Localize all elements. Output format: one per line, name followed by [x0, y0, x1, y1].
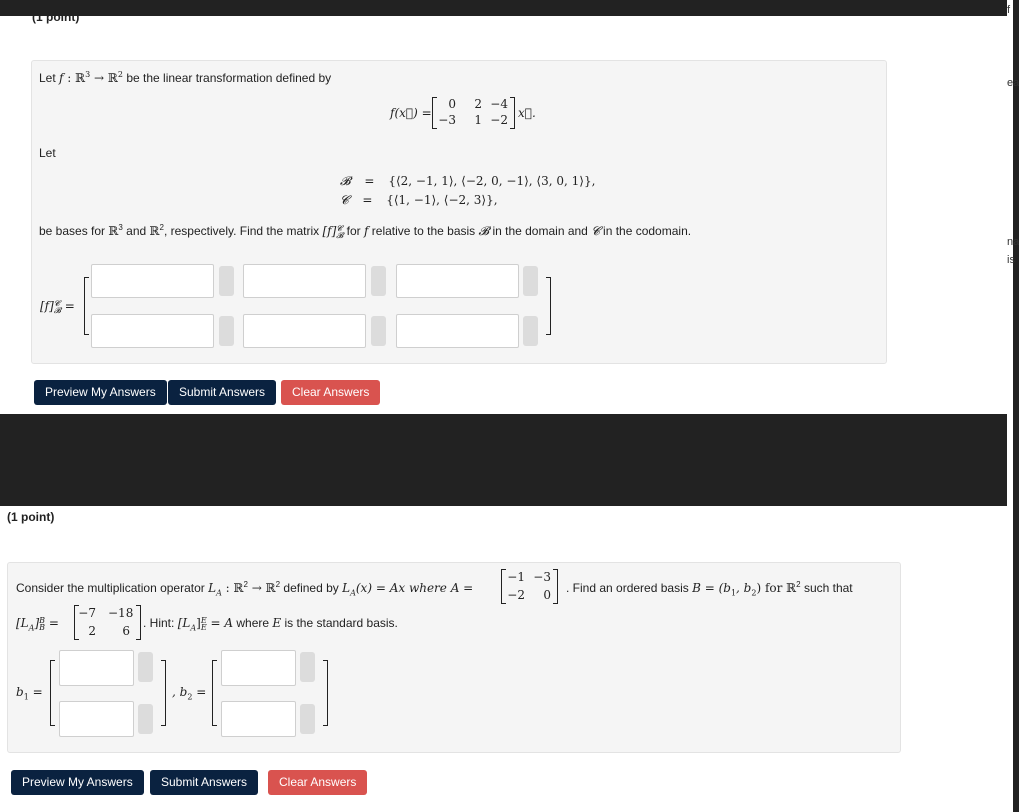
- matrix-B: [74, 605, 144, 641]
- preview-answers-button[interactable]: Preview My Answers: [34, 380, 167, 405]
- answer-feedback-stub: [138, 652, 153, 682]
- answer-entry-r1c1[interactable]: [91, 264, 214, 298]
- problem-2-points-label: (1 point): [7, 510, 55, 524]
- submit-answers-button[interactable]: Submit Answers: [168, 380, 276, 405]
- matrix-A-cell: 0: [543, 588, 551, 602]
- let-word: Let: [39, 71, 56, 85]
- let-label: Let: [39, 146, 56, 160]
- cropped-text-1: f: [1007, 4, 1011, 16]
- intro-text: be the linear transformation defined by: [126, 71, 332, 85]
- b1-right-bracket: [161, 660, 166, 726]
- matrix-A-right-bracket: [553, 569, 558, 604]
- matrix-cell: 1: [474, 113, 482, 127]
- problem-1-points-label: (1 point): [32, 10, 80, 24]
- matrix-cell: −4: [490, 97, 508, 111]
- answer-feedback-stub: [371, 266, 386, 296]
- preview-answers-button-2[interactable]: Preview My Answers: [11, 770, 144, 795]
- basis-C-value: {⟨1, −1⟩, ⟨−2, 3⟩},: [386, 193, 498, 207]
- cropped-text-4: is: [1007, 254, 1015, 266]
- answer-entry-r1c2[interactable]: [243, 264, 366, 298]
- basis-B-value: {⟨2, −1, 1⟩, ⟨−2, 0, −1⟩, ⟨3, 0, 1⟩},: [388, 174, 596, 188]
- problem-1-well: [31, 60, 887, 364]
- b2-right-bracket: [323, 660, 328, 726]
- problem-2-statement-cont: . Find an ordered basis $B = (b_1$, $b_2$) for ℝ$^2$ such that: [566, 580, 853, 598]
- formula-rhs: x⃗.: [518, 106, 536, 120]
- answer-feedback-stub: [523, 266, 538, 296]
- problem-2-well: [7, 562, 901, 753]
- problem-2-panel: [0, 506, 1007, 812]
- matrix-A-cell: −3: [533, 570, 551, 584]
- answer-lhs: [f] 𝓒 𝓑 =: [40, 298, 75, 315]
- problem-1-task: be bases for ℝ$^3$ and ℝ$^2$, respectively. Find the matrix [f] 𝓒 𝓑 for f relative to the basis 𝓑 in the domain and 𝓒 in the codomain.: [39, 223, 692, 240]
- b1-label: $b_1$ =: [16, 685, 43, 702]
- matrix-right-bracket: [510, 97, 515, 129]
- matrix-B-cell: −18: [108, 606, 134, 620]
- matrix-cell: 0: [448, 97, 456, 111]
- formula-lhs: f(x⃗) =: [390, 106, 432, 120]
- matrix-B-cell: 6: [122, 624, 130, 638]
- matrix-B-cell: −7: [78, 606, 96, 620]
- matrix-A-cell: −2: [507, 588, 525, 602]
- submit-answers-button-2[interactable]: Submit Answers: [150, 770, 258, 795]
- b1-left-bracket: [50, 660, 55, 726]
- answer-matrix-left-bracket: [84, 277, 89, 335]
- b2-entry-2[interactable]: [221, 701, 296, 737]
- answer-entry-r2c3[interactable]: [396, 314, 519, 348]
- answer-feedback-stub: [371, 316, 386, 346]
- answer-matrix-right-bracket: [546, 277, 551, 335]
- hint-text: . Hint: $[L_A]$ E E = A where E is the standard basis.: [143, 615, 398, 633]
- matrix-A-cell: −1: [507, 570, 525, 584]
- answer-feedback-stub: [219, 316, 234, 346]
- condition-lhs: $[L_A]$ B B =: [16, 615, 59, 633]
- basis-C-row: 𝓒 = {⟨1, −1⟩, ⟨−2, 3⟩},: [340, 193, 498, 207]
- matrix-B-right-bracket: [136, 605, 141, 640]
- b2-entry-1[interactable]: [221, 650, 296, 686]
- b2-label: , $b_2$ =: [172, 685, 207, 702]
- matrix-cell: 2: [474, 97, 482, 111]
- cropped-text-3: na: [1007, 236, 1019, 248]
- b1-entry-2[interactable]: [59, 701, 134, 737]
- cropped-text-2: ea: [1007, 77, 1019, 89]
- answer-feedback-stub: [523, 316, 538, 346]
- b2-left-bracket: [212, 660, 217, 726]
- answer-feedback-stub: [219, 266, 234, 296]
- clear-answers-button[interactable]: Clear Answers: [281, 380, 380, 405]
- problem-1-panel: [0, 10, 1007, 414]
- transformation-formula: [390, 97, 550, 131]
- matrix-A: [501, 569, 563, 605]
- answer-entry-r1c3[interactable]: [396, 264, 519, 298]
- right-edge-strip: [1007, 0, 1019, 812]
- b1-entry-1[interactable]: [59, 650, 134, 686]
- problem-2-statement: Consider the multiplication operator $L_A$ : ℝ$^2$ → ℝ$^2$ defined by $L_A(x) = Ax$ where A =: [16, 580, 474, 598]
- problem-1-intro: [39, 70, 331, 85]
- matrix-B-cell: 2: [88, 624, 96, 638]
- answer-feedback-stub: [300, 704, 315, 734]
- answer-entry-r2c2[interactable]: [243, 314, 366, 348]
- map-signature: f : ℝ$^3$ → ℝ$^2$: [59, 70, 123, 85]
- answer-feedback-stub: [138, 704, 153, 734]
- basis-B-row: 𝓑 = {⟨2, −1, 1⟩, ⟨−2, 0, −1⟩, ⟨3, 0, 1⟩},: [340, 174, 596, 188]
- clear-answers-button-2[interactable]: Clear Answers: [268, 770, 367, 795]
- matrix-cell: −3: [438, 113, 456, 127]
- answer-feedback-stub: [300, 652, 315, 682]
- answer-entry-r2c1[interactable]: [91, 314, 214, 348]
- matrix-cell: −2: [490, 113, 508, 127]
